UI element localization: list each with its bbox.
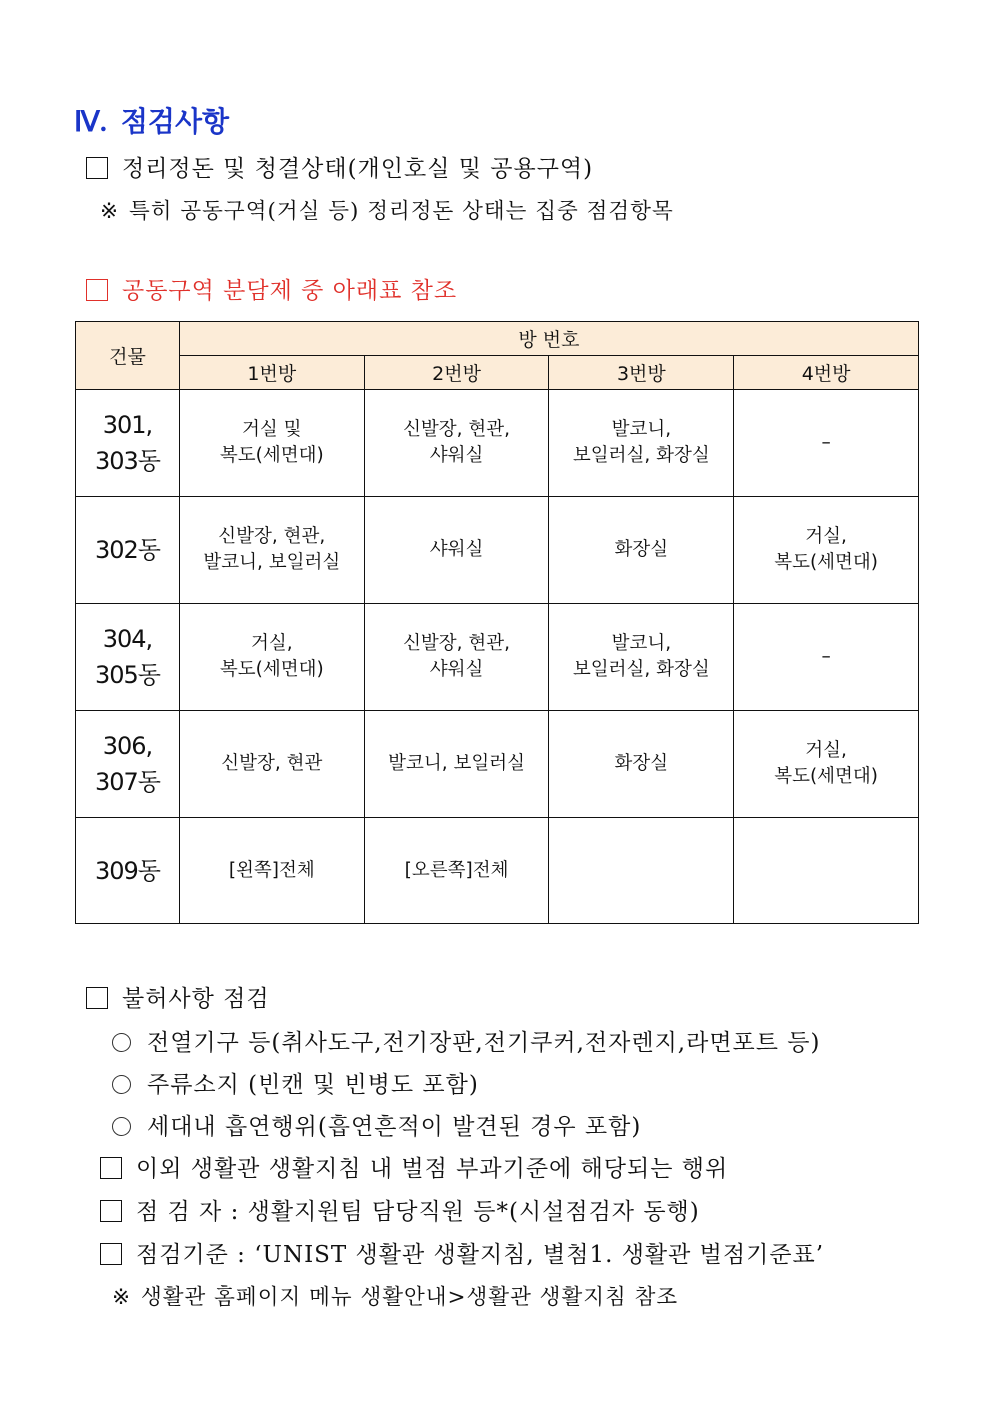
- item-text: 정리정돈 및 청결상태(개인호실 및 공용구역): [122, 156, 594, 182]
- sub-item: [112, 1108, 641, 1141]
- building-label: 309동: [94, 856, 160, 885]
- duty-cell: [179, 390, 364, 497]
- duty-text: 신발장, 현관,: [403, 419, 511, 440]
- duty-cell: [734, 711, 919, 818]
- table-row: [76, 711, 919, 818]
- duty-cell: [364, 604, 549, 711]
- duty-cell: [364, 711, 549, 818]
- duty-cell: [549, 818, 734, 924]
- duty-cell: [179, 604, 364, 711]
- sub-item: [112, 1024, 820, 1057]
- table-row: [76, 390, 919, 497]
- building-cell: [76, 818, 180, 924]
- sub-item-text: 전열기구 등(취사도구,전기장판,전기쿠커,전자렌지,라면포트 등): [147, 1030, 821, 1056]
- checklist-item-cleanliness: [86, 150, 593, 183]
- duty-table: [75, 321, 919, 924]
- duty-text: 거실,: [805, 740, 847, 761]
- sub-item-text: 주류소지 (빈캔 및 빈병도 포함): [147, 1072, 479, 1098]
- duty-text: 발코니, 보일러실: [203, 552, 341, 573]
- duty-text: 거실,: [250, 633, 293, 654]
- item-text: 점 검 자 : 생활지원팀 담당직원 등*(시설점검자 동행): [136, 1199, 700, 1225]
- duty-text: [왼쪽]전체: [228, 859, 315, 881]
- duty-cell: [549, 497, 734, 604]
- duty-cell: [179, 497, 364, 604]
- checkbox-icon: [86, 987, 108, 1009]
- table-row: [76, 818, 919, 924]
- duty-text: 신발장, 현관,: [218, 526, 326, 547]
- duty-text: 화장실: [614, 753, 669, 774]
- reference-mark-icon: ※: [100, 199, 120, 224]
- circle-bullet-icon: [112, 1033, 131, 1052]
- circle-bullet-icon: [112, 1117, 131, 1136]
- checkbox-icon: [86, 279, 108, 301]
- duty-text: 발코니, 보일러실: [388, 753, 525, 774]
- reference-mark-icon: ※: [112, 1285, 132, 1310]
- duty-cell: [364, 497, 549, 604]
- duty-cell: [734, 497, 919, 604]
- building-cell: [76, 604, 180, 711]
- note-text: 특히 공동구역(거실 등) 정리정돈 상태는 집중 점검항목: [129, 199, 674, 224]
- duty-text: 복도(세면대): [219, 659, 324, 680]
- circle-bullet-icon: [112, 1075, 131, 1094]
- duty-text: –: [821, 646, 831, 667]
- duty-text: 보일러실, 화장실: [572, 659, 710, 680]
- building-label: 303동: [94, 447, 160, 475]
- building-label: 307동: [94, 768, 160, 796]
- item-text: 불허사항 점검: [122, 986, 270, 1012]
- checkbox-icon: [100, 1243, 122, 1265]
- duty-text: 신발장, 현관,: [403, 633, 511, 654]
- duty-text: 거실,: [805, 526, 847, 547]
- duty-text: 복도(세면대): [219, 445, 324, 466]
- section-heading: 점검사항: [120, 105, 230, 138]
- checkbox-icon: [100, 1157, 122, 1179]
- header-room-4: 4번방: [734, 356, 919, 390]
- checklist-item-other: [100, 1150, 728, 1183]
- checkbox-icon: [86, 157, 108, 179]
- duty-text: 복도(세면대): [774, 766, 878, 787]
- duty-cell: [179, 711, 364, 818]
- item-text: 공동구역 분담제 중 아래표 참조: [122, 278, 458, 304]
- item-text: 점검기준 : ‘UNIST 생활관 생활지침, 별첨1. 생활관 벌점기준표’: [136, 1242, 825, 1268]
- duty-text: 샤워실: [429, 659, 484, 680]
- header-room-number: 방 번호: [179, 322, 918, 356]
- header-room-3: 3번방: [549, 356, 734, 390]
- building-cell: [76, 711, 180, 818]
- checkbox-icon: [100, 1200, 122, 1222]
- duty-cell: [549, 604, 734, 711]
- building-label: 305동: [94, 661, 160, 689]
- item-text: 이외 생활관 생활지침 내 벌점 부과기준에 해당되는 행위: [136, 1156, 729, 1182]
- duty-cell: [734, 390, 919, 497]
- duty-text: –: [821, 432, 831, 453]
- duty-cell: [549, 390, 734, 497]
- duty-text: 샤워실: [429, 539, 484, 560]
- duty-text: 신발장, 현관: [221, 753, 323, 774]
- duty-text: 복도(세면대): [774, 552, 878, 573]
- building-cell: [76, 390, 180, 497]
- checklist-item-criteria: [100, 1236, 824, 1269]
- duty-text: 보일러실, 화장실: [572, 445, 710, 466]
- building-label: 306,: [102, 732, 153, 760]
- duty-text: 발코니,: [611, 633, 672, 654]
- duty-text: 거실 및: [242, 419, 302, 440]
- table-row: [76, 604, 919, 711]
- building-label: 301,: [102, 411, 153, 439]
- duty-cell: [364, 818, 549, 924]
- duty-text: 샤워실: [429, 445, 484, 466]
- checklist-item-prohibited: [86, 980, 270, 1013]
- note-text: 생활관 홈페이지 메뉴 생활안내>생활관 생활지침 참조: [141, 1285, 679, 1310]
- header-building: 건물: [76, 322, 180, 390]
- header-room-2: 2번방: [364, 356, 549, 390]
- sub-item-text: 세대내 흡연행위(흡연흔적이 발견된 경우 포함): [147, 1114, 642, 1140]
- checklist-item-duty-table: [86, 272, 457, 305]
- duty-text: 발코니,: [611, 419, 672, 440]
- section-number: Ⅳ.: [74, 107, 107, 138]
- duty-cell: [179, 818, 364, 924]
- table-row: [76, 497, 919, 604]
- building-label: 302동: [94, 536, 160, 564]
- duty-cell: [364, 390, 549, 497]
- sub-item: [112, 1066, 479, 1099]
- duty-text: 화장실: [614, 539, 669, 560]
- checklist-item-inspector: [100, 1193, 700, 1226]
- duty-text: [오른쪽]전체: [404, 859, 509, 881]
- duty-cell: [734, 818, 919, 924]
- duty-cell: [549, 711, 734, 818]
- note-homepage: [112, 1280, 678, 1311]
- duty-cell: [734, 604, 919, 711]
- building-label: 304,: [102, 625, 153, 653]
- building-cell: [76, 497, 180, 604]
- note-common-area: [100, 194, 674, 225]
- header-room-1: 1번방: [179, 356, 364, 390]
- section-title: [74, 100, 229, 140]
